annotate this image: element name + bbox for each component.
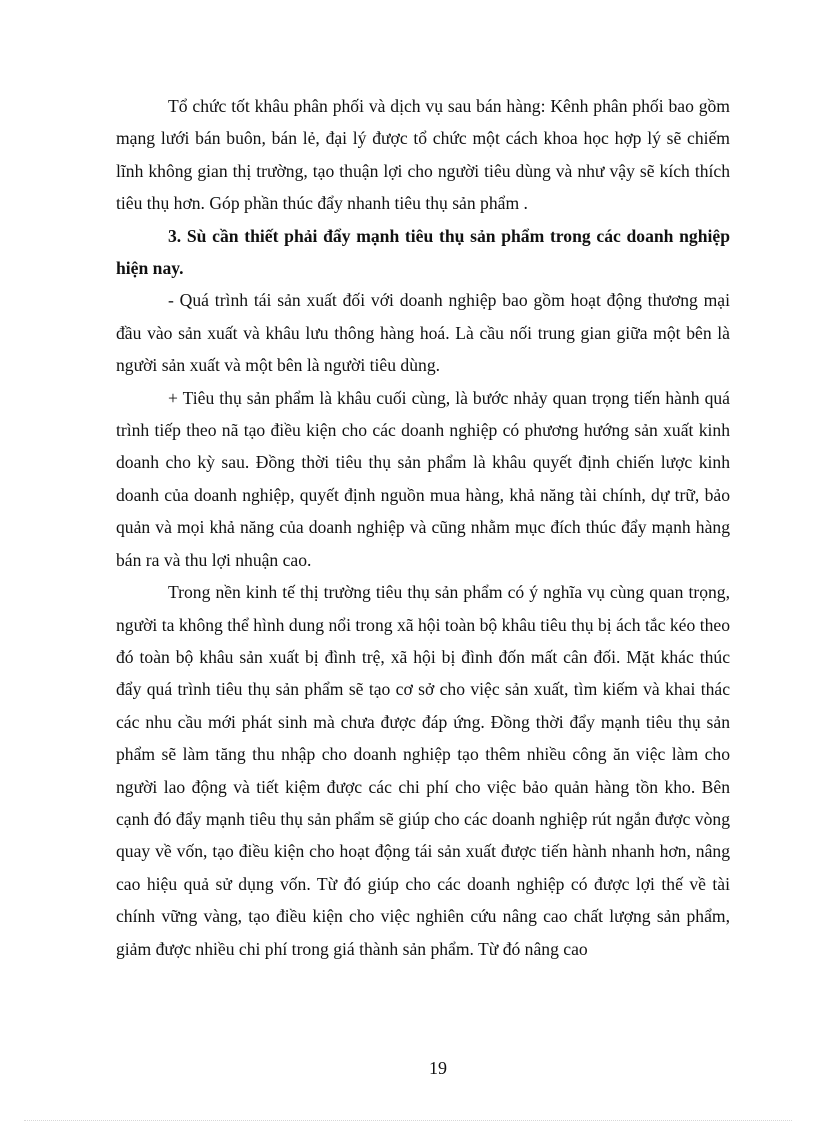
section-heading: 3. Sù cần thiết phải đẩy mạnh tiêu thụ sản phẩm trong các doanh nghiệp hiện nay.: [116, 225, 730, 279]
page-body: [116, 90, 730, 965]
paragraph-market-economy: Trong nền kinh tế thị trường tiêu thụ sản phẩm có ý nghĩa vụ cùng quan trọng, người ta không thể hình dung nổi trong xã hội toàn bộ khâu tiêu thụ bị ách tắc kéo theo đó toàn bộ khâu sản xuất bị đình trệ, xã hội bị đình đốn mất cân đối. Mặt khác thúc đẩy quá trình tiêu thụ sản phẩm sẽ tạo cơ sở cho việc sản xuất, tìm kiếm và khai thác các nhu cầu mới phát sinh mà chưa được đáp ứng. Đồng thời đẩy mạnh tiêu thụ sản phẩm sẽ làm tăng thu nhập cho doanh nghiệp tạo thêm nhiều công ăn việc làm cho người lao động và tiết kiệm được các chi phí cho việc bảo quản hàng tồn kho. Bên cạnh đó đẩy mạnh tiêu thụ sản phẩm sẽ giúp cho các doanh nghiệp rút ngắn được vòng quay về vốn, tạo điều kiện cho hoạt động tái sản xuất được tiến hành nhanh hơn, nâng cao hiệu quả sử dụng vốn. Từ đó giúp cho các doanh nghiệp có được lợi thế về tài chính vững vàng, tạo điều kiện cho việc nghiên cứu nâng cao chất lượng sản phẩm, giảm được nhiều chi phí trong giá thành sản phẩm. Từ đó nâng cao: [116, 582, 730, 959]
page-number: 19: [429, 1058, 447, 1078]
paragraph-distribution: Tổ chức tốt khâu phân phối và dịch vụ sau bán hàng: Kênh phân phối bao gồm mạng lưới bán buôn, bán lẻ, đại lý được tổ chức một cách khoa học hợp lý sẽ chiếm lĩnh không gian thị trường, tạo thuận lợi cho người tiêu dùng và như vậy sẽ kích thích tiêu thụ hơn. Góp phần thúc đẩy nhanh tiêu thụ sản phẩm .: [116, 96, 730, 214]
paragraph-final-stage: + Tiêu thụ sản phẩm là khâu cuối cùng, là bước nhảy quan trọng tiến hành quá trình tiếp theo nã tạo điều kiện cho các doanh nghiệp có phương hướng sản xuất kinh doanh cho kỳ sau. Đồng thời tiêu thụ sản phẩm là khâu quyết định chiến lược kinh doanh của doanh nghiệp, quyết định nguồn mua hàng, khả năng tài chính, dự trữ, bảo quản và mọi khả năng của doanh nghiệp và cũng nhằm mục đích thúc đẩy mạnh hàng bán ra và thu lợi nhuận cao.: [116, 387, 730, 570]
paragraph-reproduction-process: - Quá trình tái sản xuất đối với doanh nghiệp bao gồm hoạt động thương mại đầu vào sản xuất và khâu lưu thông hàng hoá. Là cầu nối trung gian giữa một bên là người sản xuất và một bên là người tiêu dùng.: [116, 290, 730, 376]
page-bottom-divider: [24, 1120, 792, 1121]
